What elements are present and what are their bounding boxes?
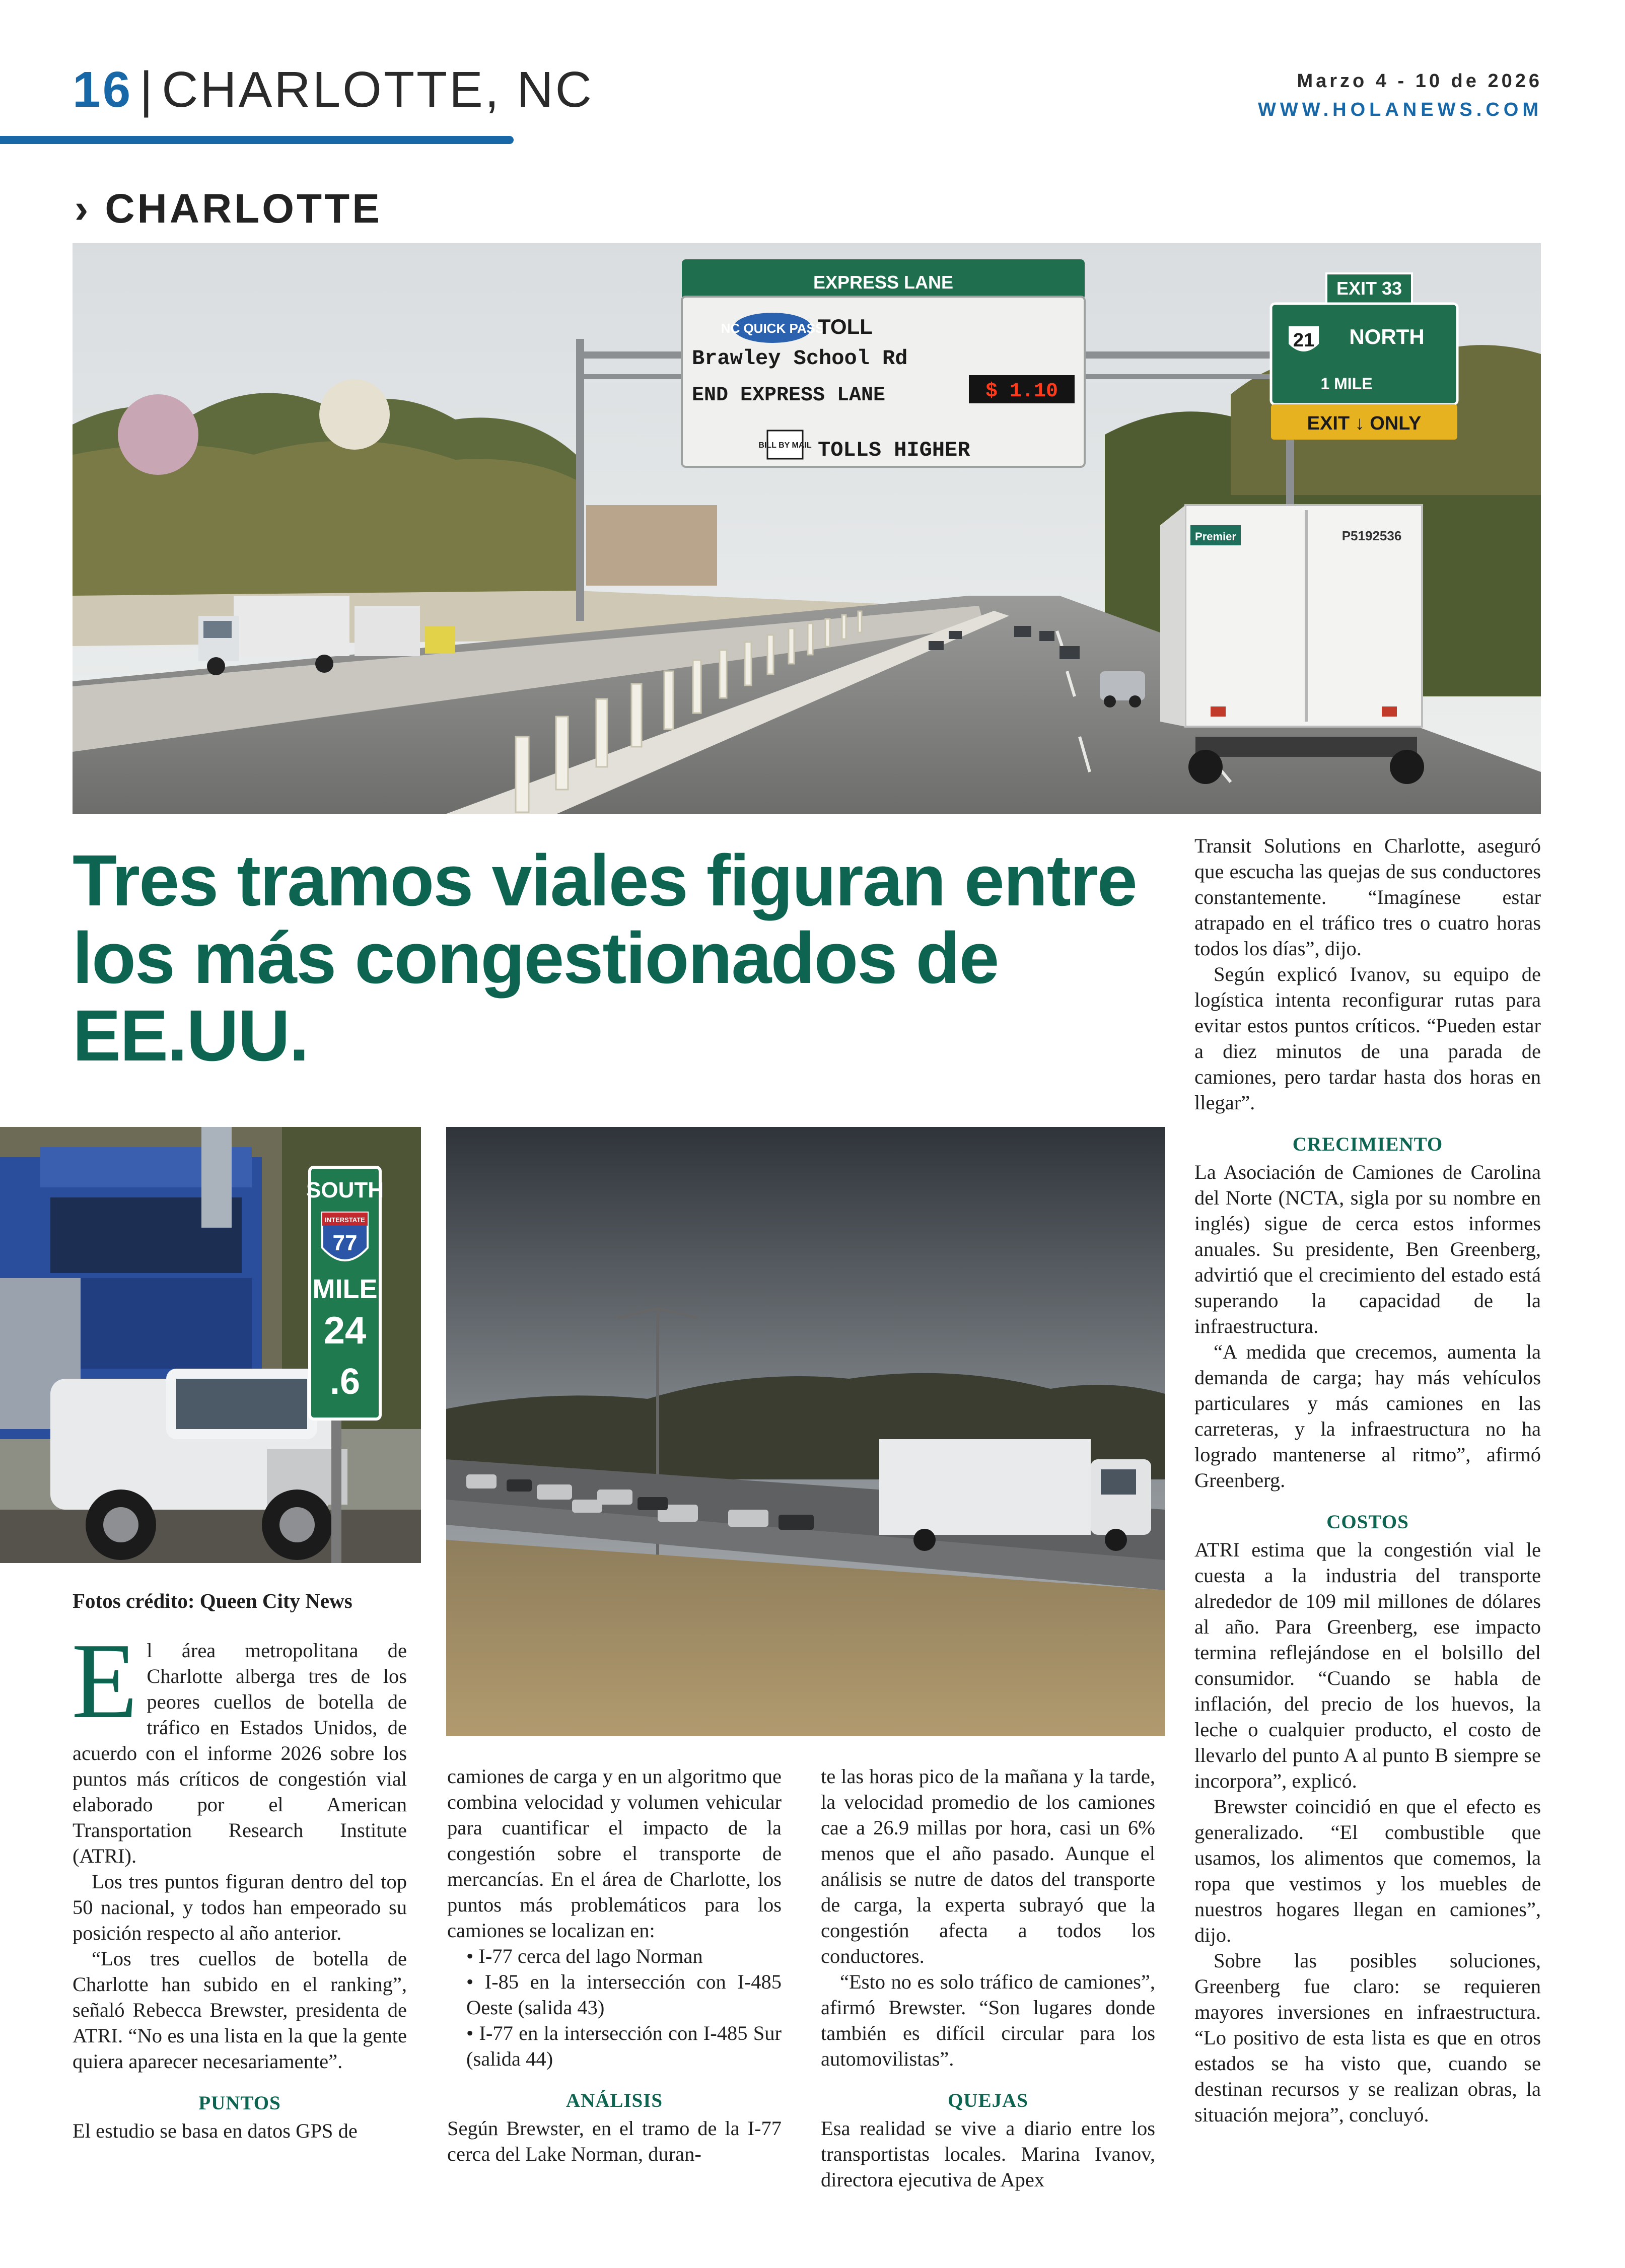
article-paragraph: Esa realidad se vive a diario entre los transportistas locales. Marina Ivanov, directora ejecutiva de Apex xyxy=(821,2117,1155,2191)
building xyxy=(586,505,717,586)
drop-cap: E xyxy=(72,1620,138,1741)
page-header xyxy=(73,61,594,118)
svg-text:24: 24 xyxy=(323,1309,367,1352)
svg-text:END EXPRESS LANE: END EXPRESS LANE xyxy=(692,384,886,407)
truck-right xyxy=(1160,505,1424,784)
chevron-right-icon: › xyxy=(75,186,91,232)
svg-text:SOUTH: SOUTH xyxy=(306,1178,384,1202)
article-paragraph: Sobre las posibles soluciones, Greenberg fue claro: se requieren mayores inversiones en infraestructura. “Lo positivo de esta lista es que en otros estados se ha visto que, cuando se destinan recursos y se realizan obras, la situación mejora”, concluyó. xyxy=(1194,1949,1541,2126)
highway-photo xyxy=(446,1127,1165,1736)
section-label xyxy=(75,185,382,233)
header-separator: | xyxy=(139,61,155,118)
article-paragraph: “Esto no es solo tráfico de camiones”, afirmó Brewster. “Son lugares donde también es difícil circular para los automovilistas”. xyxy=(821,1970,1155,2070)
article-paragraph: camiones de carga y en un algoritmo que combina velocidad y volumen vehicular para cuantificar el impacto de la congestión sobre el transporte de mercancías. En el área de Charlotte, los puntos más problemáticos para los camiones se localizan en: xyxy=(447,1765,782,1942)
subhead-puntos: PUNTOS xyxy=(198,2092,281,2114)
svg-text:$ 1.10: $ 1.10 xyxy=(985,380,1058,403)
article-paragraph: Los tres puntos figuran dentro del top 50 nacional, y todos han empeorado su posición respecto al año anterior. xyxy=(73,1870,407,1944)
express-lane-sign xyxy=(682,259,1085,467)
article-paragraph: El área metropolitana de Charlotte alberga tres de los peores cuellos de botella de tráfico en Estados Unidos, de acuerdo con el informe 2026 sobre los puntos más críticos de congestión vial elaborado por el American Transportation Research Institute (ATRI). xyxy=(72,1620,407,1867)
issue-date: Marzo 4 - 10 de 2026 xyxy=(1297,70,1542,92)
header-city: CHARLOTTE, NC xyxy=(162,61,594,118)
article-paragraph: Brewster coincidió en que el efecto es generalizado. “El combustible que usamos, los alimentos que comemos, la ropa que vestimos y los muebles de nuestros hogares llegan en camiones”, dijo. xyxy=(1194,1795,1541,1946)
svg-text:INTERSTATE: INTERSTATE xyxy=(325,1216,365,1224)
svg-text:21: 21 xyxy=(1293,330,1315,351)
article-paragraph: “Los tres cuellos de botella de Charlotte han subido en el ranking”, señaló Rebecca Brewster, presidenta de ATRI. “No es una lista en la que la gente quiera aparecer necesariamente”. xyxy=(73,1947,407,2073)
article-paragraph: El estudio se basa en datos GPS de xyxy=(73,2119,358,2142)
subhead-quejas: QUEJAS xyxy=(948,2090,1028,2111)
headline: Tres tramos viales figuran entre los más congestionados de EE.UU. xyxy=(73,840,1137,1076)
article-paragraph: Transit Solutions en Charlotte, aseguró que escucha las quejas de sus conductores constantemente. “Imagínese estar atrapado en el tráfico tres o cuatro horas todos los días”, dijo. xyxy=(1194,834,1541,960)
svg-text:MILE: MILE xyxy=(312,1274,378,1304)
article-paragraph: La Asociación de Camiones de Carolina del Norte (NCTA, sigla por su nombre en inglés) sigue de cerca estos informes anuales. Su presidente, Ben Greenberg, advirtió que el crecimiento del estado está superando la capacidad de la infraestructura. xyxy=(1194,1161,1541,1337)
header-rule xyxy=(0,136,514,144)
hero-photo xyxy=(73,243,1541,814)
svg-text:77: 77 xyxy=(332,1231,358,1255)
bullet-item: • I-77 cerca del lago Norman xyxy=(466,1945,703,1967)
subhead-analisis: ANÁLISIS xyxy=(566,2090,663,2111)
svg-text:.6: .6 xyxy=(329,1362,361,1402)
svg-text:Brawley School Rd: Brawley School Rd xyxy=(692,346,908,371)
subhead-crecimiento: CRECIMIENTO xyxy=(1292,1133,1443,1155)
article-paragraph: te las horas pico de la mañana y la tarde, la velocidad promedio de los camiones cae a 26.9 millas por hora, casi un 6% menos que el año pasado. Aunque el análisis se nutre de datos del transporte de carga, la experta subrayó que la congestión afecta a todos los conductores. xyxy=(821,1765,1155,1967)
svg-text:P5192536: P5192536 xyxy=(1341,528,1402,543)
subhead-costos: COSTOS xyxy=(1326,1511,1409,1533)
svg-text:BILL BY MAIL: BILL BY MAIL xyxy=(758,441,812,450)
article-paragraph: Según explicó Ivanov, su equipo de logística intenta reconfigurar rutas para evitar estos puntos críticos. “Pueden estar a diez minutos de una parada de camiones, pero tardar hasta dos horas en llegar”. xyxy=(1194,963,1541,1114)
article-column-4 xyxy=(1194,833,1541,2128)
article-column-3 xyxy=(821,1763,1155,2192)
svg-text:EXIT ↓ ONLY: EXIT ↓ ONLY xyxy=(1307,413,1422,434)
article-paragraph: Según Brewster, en el tramo de la I-77 cerca del Lake Norman, duran- xyxy=(447,2117,782,2165)
svg-text:EXPRESS LANE: EXPRESS LANE xyxy=(813,272,954,293)
svg-text:NORTH: NORTH xyxy=(1349,325,1425,348)
section-title: CHARLOTTE xyxy=(105,186,382,232)
bullet-item: • I-85 en la intersección con I-485 Oeste (salida 43) xyxy=(466,1970,782,2019)
svg-text:NC QUICK PASS: NC QUICK PASS xyxy=(721,321,824,336)
article-column-1 xyxy=(72,1620,407,2144)
svg-text:1 MILE: 1 MILE xyxy=(1320,375,1373,393)
svg-text:TOLL: TOLL xyxy=(818,315,873,338)
page-number: 16 xyxy=(73,61,133,118)
truck-photo xyxy=(0,1127,421,1563)
svg-text:EXIT 33: EXIT 33 xyxy=(1336,278,1402,299)
article-column-2 xyxy=(447,1763,782,2167)
article-paragraph: “A medida que crecemos, aumenta la demanda de carga; hay más vehículos particulares y más camiones en las carreteras, y la infraestructura no ha logrado mantenerse al ritmo”, afirmó Greenberg. xyxy=(1194,1340,1541,1492)
website-link[interactable]: WWW.HOLANEWS.COM xyxy=(1258,99,1542,120)
bullet-item: • I-77 en la intersección con I-485 Sur (salida 44) xyxy=(466,2022,782,2070)
svg-text:Premier: Premier xyxy=(1195,530,1236,543)
article-paragraph: ATRI estima que la congestión vial le cuesta a la industria del transporte alrededor de 109 mil millones de dólares al año. Para Greenberg, ese impacto termina reflejándose en el bolsillo del consumidor. “Cuando se habla de inflación, del precio de los huevos, la leche o cualquier producto, el costo de llevarlo del punto A al punto B siempre se incorpora”, explicó. xyxy=(1194,1538,1541,1792)
svg-text:TOLLS HIGHER: TOLLS HIGHER xyxy=(818,438,970,462)
photo-credit: Fotos crédito: Queen City News xyxy=(73,1589,352,1612)
header-info xyxy=(1258,70,1542,121)
